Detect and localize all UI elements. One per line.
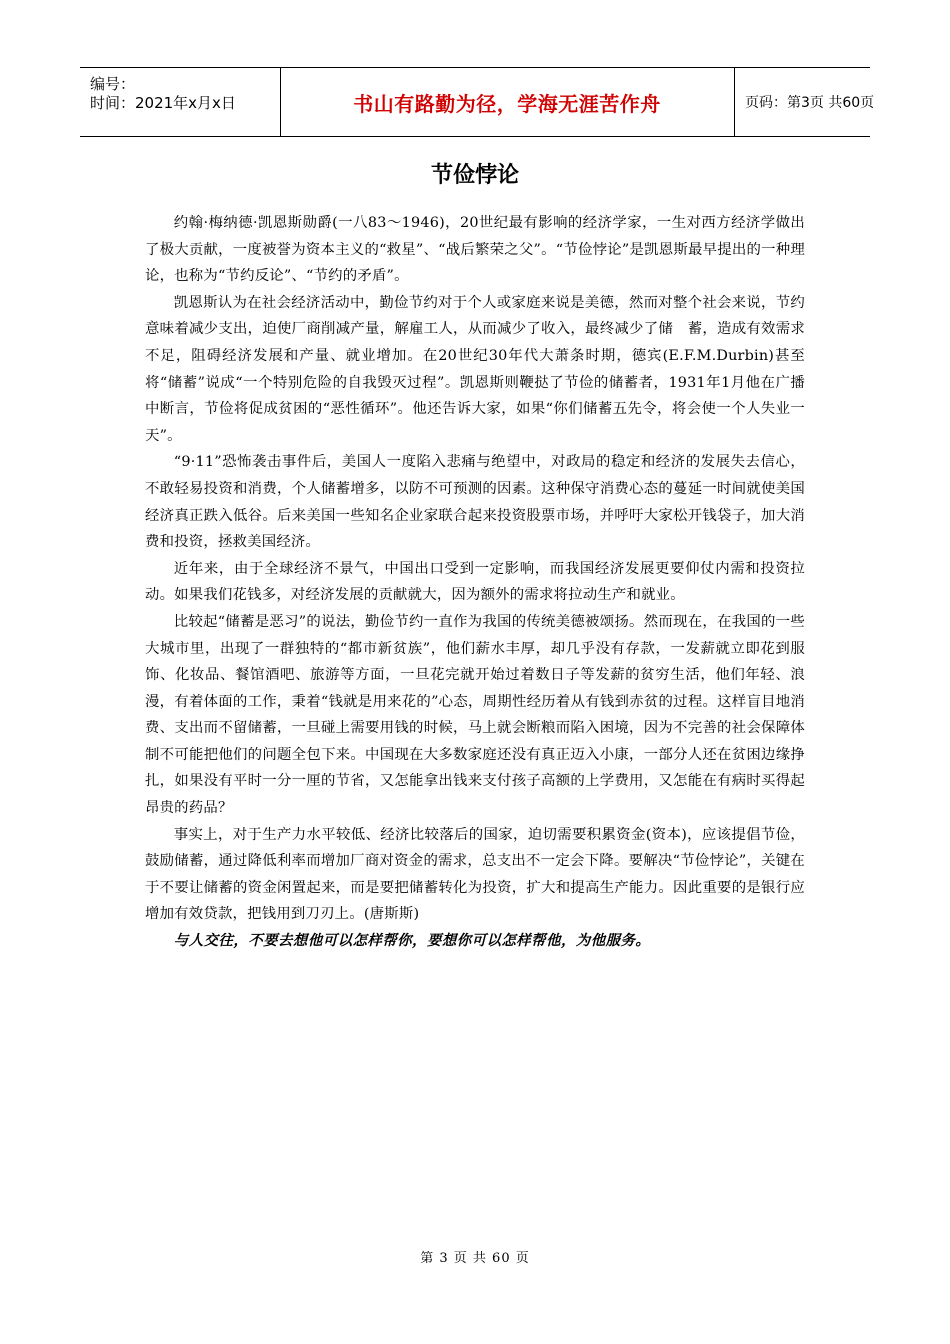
header-motto-cell [280, 68, 735, 136]
date-label: 时间：2021年x月x日 [90, 94, 236, 112]
closing-quote: 与人交往，不要去想他可以怎样帮你，要想你可以怎样帮他，为他服务。 [173, 932, 651, 950]
paragraph: 比较起“储蓄是恶习”的说法，勤俭节约一直作为我国的传统美德被颂扬。然而现在，在我国的一些大城市里，出现了一群独特的“都市新贫族”，他们薪水丰厚，却几乎没有存款，一发薪就立即花到服饰、化妆品、餐馆酒吧、旅游等方面，一旦花完就开始过着数日子等发薪的贫穷生活，他们年轻、浪漫，有着体面的工作，秉着“钱就是用来花的”心态，周期性经历着从有钱到赤贫的过程。这样盲目地消费、支出而不留储蓄，一旦碰上需要用钱的时候，马上就会断粮而陷入困境，因为不完善的社会保障体制不可能把他们的问题全包下来。中国现在大多数家庭还没有真正迈入小康，一部分人还在贫困边缘挣扎，如果没有平时一分一厘的节省，又怎能拿出钱来支付孩子高额的上学费用，又怎能在有病时买得起昂贵的药品？ [145, 613, 805, 817]
article-body [145, 210, 805, 955]
paragraph: 事实上，对于生产力水平较低、经济比较落后的国家，迫切需要积累资金(资本)，应该提倡节俭，鼓励储蓄，通过降低利率而增加厂商对资金的需求，总支出不一定会下降。要解决“节俭悖论”，关键在于不要让储蓄的资金闲置起来，而是要把储蓄转化为投资，扩大和提高生产能力。因此重要的是银行应增加有效贷款，把钱用到刀刃上。(唐斯斯) [145, 826, 805, 923]
page-info: 页码：第3页 共60页 [745, 95, 875, 111]
paragraph: 约翰·梅纳德·凯恩斯勋爵(一八83～1946)，20世纪最有影响的经济学家，一生对西方经济学做出了极大贡献，一度被誉为资本主义的“救星”、“战后繁荣之父”。“节俭悖论”是凯恩斯最早提出的一种理论，也称为“节约反论”、“节约的矛盾”。 [145, 215, 805, 285]
number-label: 编号： [90, 75, 136, 93]
header-info-cell [80, 68, 281, 136]
paragraph: 凯恩斯认为在社会经济活动中，勤俭节约对于个人或家庭来说是美德，然而对整个社会来说，节约意味着减少支出，迫使厂商削减产量，解雇工人，从而减少了收入，最终减少了储 蓄，造成有效需求不足，阻碍经济发展和产量、就业增加。在20世纪30年代大萧条时期，德宾(E.F.M.Durbin)甚至将“储蓄”说成“一个特别危险的自我毁灭过程”。凯恩斯则鞭挞了节俭的储蓄者，1931年1月他在广播中断言，节俭将促成贫困的“恶性循环”。他还告诉大家，如果“你们储蓄五先令，将会使一个人失业一天”。 [145, 294, 805, 444]
page-title: 节俭悖论 [430, 163, 519, 188]
paragraph: 近年来，由于全球经济不景气，中国出口受到一定影响，而我国经济发展更要仰仗内需和投资拉动。如果我们花钱多，对经济发展的贡献就大，因为额外的需求将拉动生产和就业。 [145, 560, 805, 604]
paragraph: “9·11”恐怖袭击事件后，美国人一度陷入悲痛与绝望中，对政局的稳定和经济的发展失去信心，不敢轻易投资和消费，个人储蓄增多，以防不可预测的因素。这种保守消费心态的蔓延一时间就使美国经济真正跌入低谷。后来美国一些知名企业家联合起来投资股票市场，并呼吁大家松开钱袋子，加大消费和投资，拯救美国经济。 [145, 454, 805, 551]
header-table [80, 67, 875, 137]
motto: 书山有路勤为径，学海无涯苦作舟 [353, 91, 661, 116]
page-footer: 第 3 页 共 60 页 [420, 1251, 530, 1266]
header-page-cell [735, 68, 875, 136]
